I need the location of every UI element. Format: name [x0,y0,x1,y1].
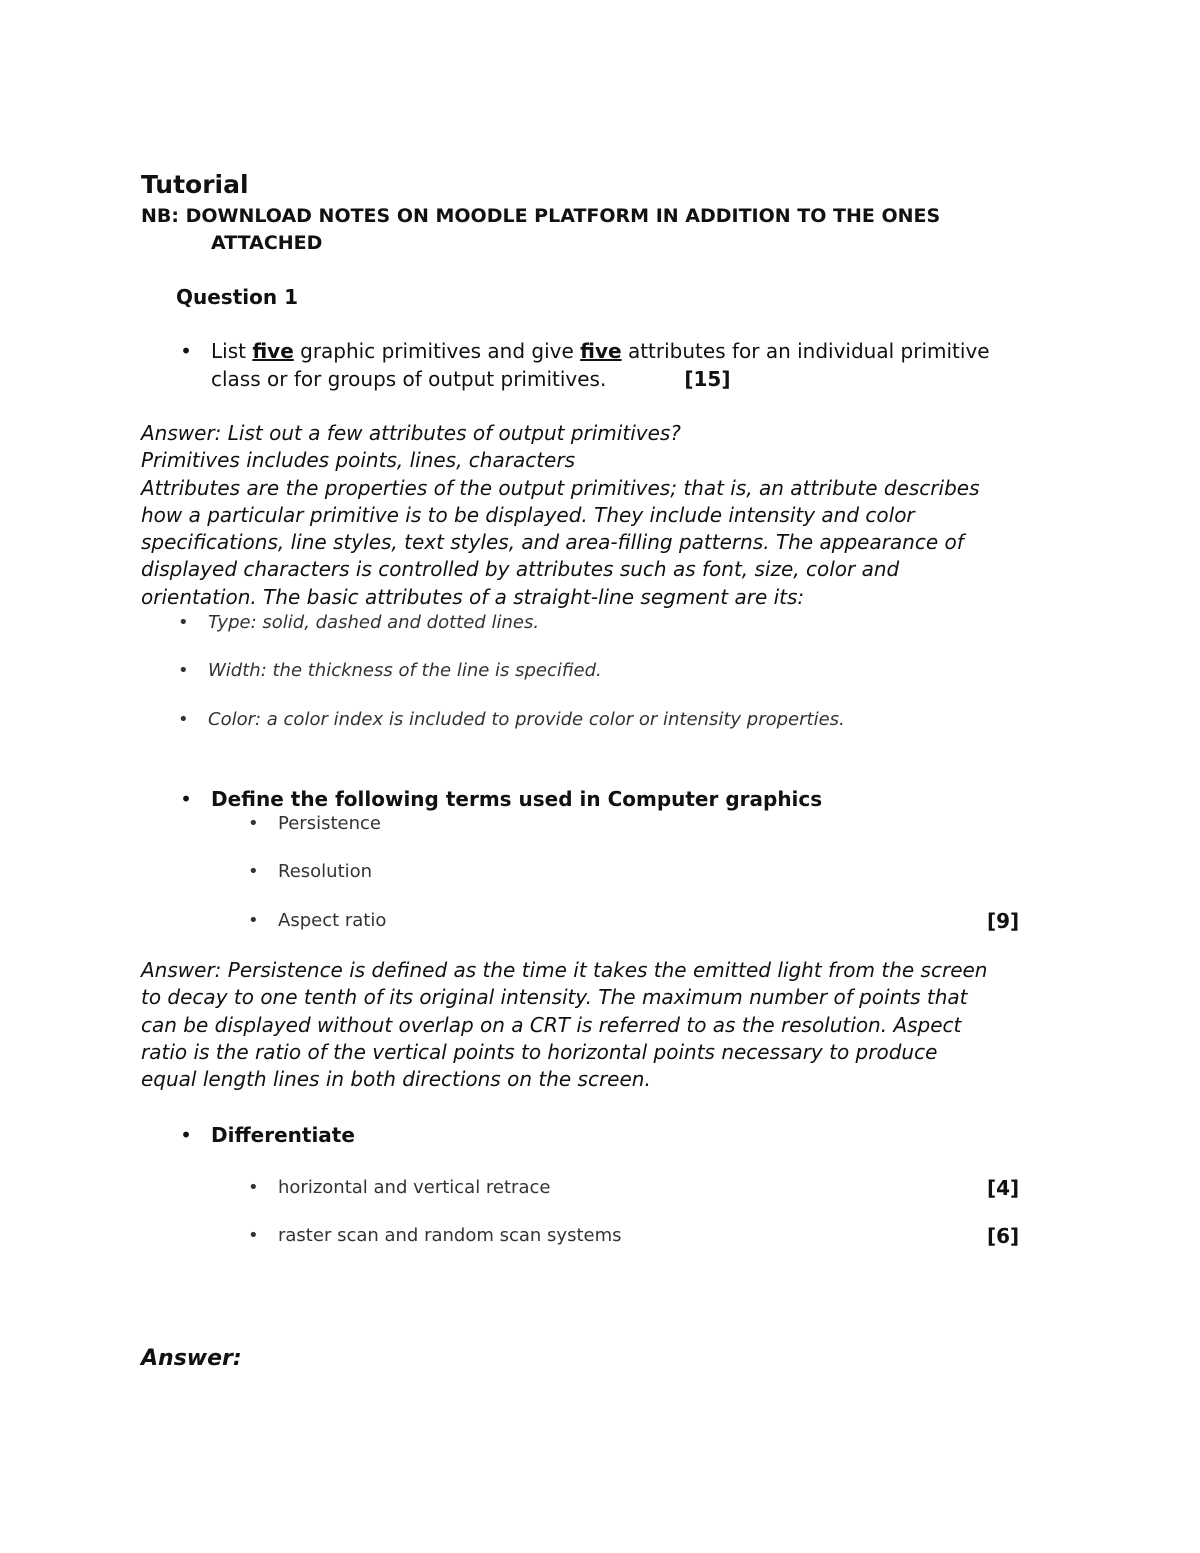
q1-marks: [15] [684,367,731,391]
answer-1-line: Primitives includes points, lines, characters [141,448,575,473]
term-item: • Resolution [248,861,373,882]
term-item: • Aspect ratio [248,910,387,931]
bullet-icon: • [180,787,192,811]
q3-item-2-marks: [6] [987,1224,1020,1248]
answer-1-line: specifications, line styles, text styles, and area-filling patterns. The appearance of [141,530,964,555]
question-1-part-b [176,785,1076,815]
q2-marks: [9] [987,909,1020,933]
bullet-icon: • [180,339,192,363]
answer-1-line: Answer: List out a few attributes of output primitives? [141,421,681,445]
bullet-icon: • [248,1225,259,1246]
answer-1-line: orientation. The basic attributes of a straight-line segment are its: [141,584,805,609]
bullet-icon: • [248,1177,259,1198]
q3-item-1-marks: [4] [987,1176,1020,1200]
nb-line-1: NB: DOWNLOAD NOTES ON MOODLE PLATFORM IN ADDITION TO THE ONES [141,205,941,227]
nb-notice [141,203,940,257]
page-title: Tutorial [141,170,249,199]
answer-2-paragraph [141,957,987,1093]
question-heading: Question 1 [176,285,298,309]
emphasis-five-2: five [580,339,622,363]
q2-text: Define the following terms used in Computer graphics [211,787,823,811]
answer-2-line: Answer: Persistence is defined as the time it takes the emitted light from the screen [141,958,988,982]
q1-line-2: class or for groups of output primitives. [15] [211,367,731,391]
answer-1-item: • Type: solid, dashed and dotted lines. [178,612,540,633]
final-answer-label: Answer: [141,1346,242,1371]
bullet-icon: • [248,813,259,834]
nb-line-2: ATTACHED [211,232,323,254]
emphasis-five-1: five [252,339,294,363]
bullet-icon: • [178,709,189,730]
term-item: • Persistence [248,813,381,834]
answer-1-line: how a particular primitive is to be displayed. They include intensity and color [141,502,915,527]
answer-1-item: • Color: a color index is included to provide color or intensity properties. [178,709,845,730]
answer-2-line: equal length lines in both directions on the screen. [141,1067,651,1092]
differentiate-item: • raster scan and random scan systems [248,1225,622,1246]
question-1-part-a [176,337,1076,397]
answer-1-line: Attributes are the properties of the output primitives; that is, an attribute describes [141,475,980,500]
question-1-part-c [176,1121,1076,1151]
bullet-icon: • [178,660,189,681]
answer-1-line: displayed characters is controlled by attributes such as font, size, color and [141,557,900,582]
q3-text: Differentiate [211,1123,355,1147]
q1-line-1: List five graphic primitives and give five attributes for an individual primitive [211,339,990,363]
answer-1-item: • Width: the thickness of the line is specified. [178,660,602,681]
answer-1-paragraph [141,420,980,611]
answer-2-line: can be displayed without overlap on a CRT is referred to as the resolution. Aspect [141,1012,962,1037]
bullet-icon: • [180,1123,192,1147]
bullet-icon: • [248,861,259,882]
bullet-icon: • [248,910,259,931]
answer-2-line: to decay to one tenth of its original intensity. The maximum number of points that [141,985,968,1010]
differentiate-item: • horizontal and vertical retrace [248,1177,551,1198]
answer-2-line: ratio is the ratio of the vertical points to horizontal points necessary to produce [141,1039,938,1064]
bullet-icon: • [178,612,189,633]
